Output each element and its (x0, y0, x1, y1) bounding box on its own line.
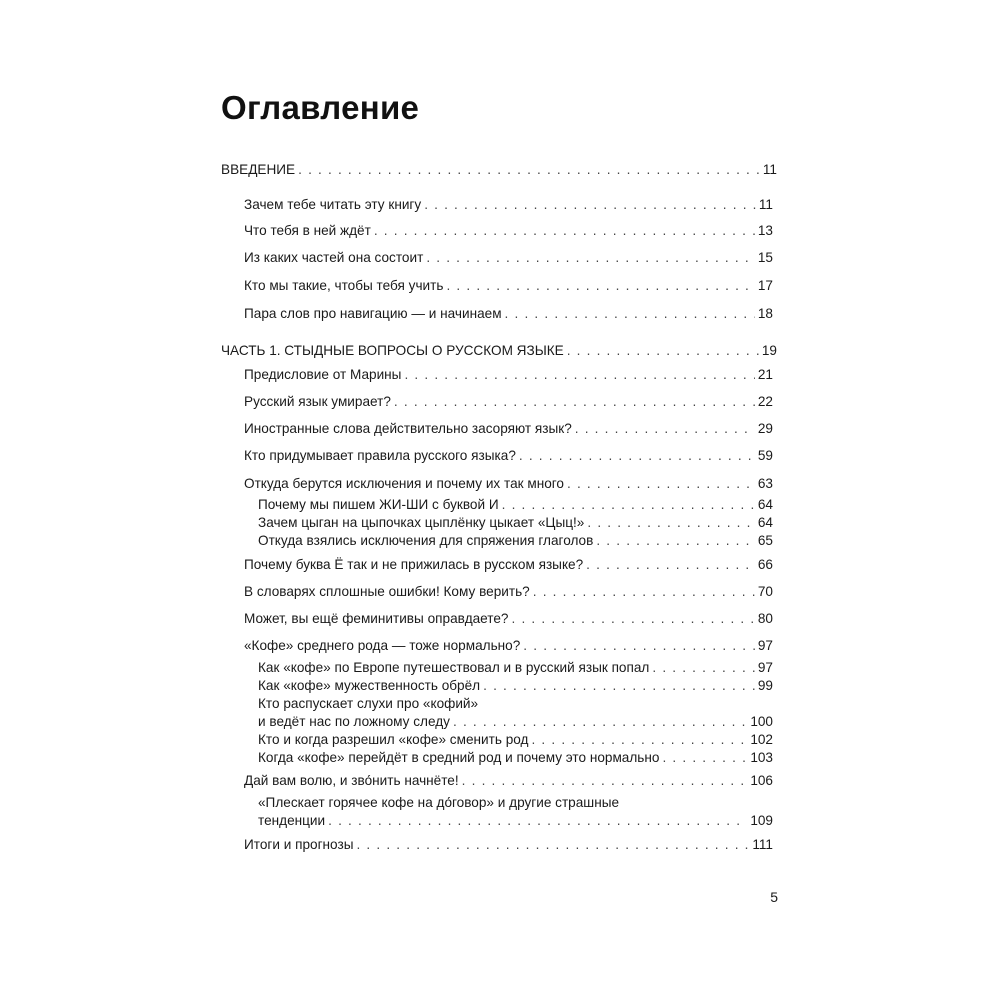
toc-entry-page: 18 (757, 306, 773, 321)
toc-entry[interactable] (244, 196, 773, 214)
leader-dots (567, 342, 759, 360)
toc-entry-page: 70 (757, 584, 773, 599)
leader-dots (483, 677, 755, 695)
toc-entry-title: Как «кофе» по Европе путешествовал и в русский язык попал (258, 660, 650, 675)
toc-entry-page: 80 (757, 611, 773, 626)
leader-dots (502, 496, 755, 514)
toc-entry-page: 102 (750, 732, 773, 747)
toc-entry-title: Почему буква Ё так и не прижилась в русском языке? (244, 557, 584, 572)
toc-entry-page: 103 (750, 750, 773, 765)
toc-entry-title: Предисловие от Марины (244, 367, 402, 382)
toc-entry-page: 66 (757, 557, 773, 572)
leader-dots (394, 393, 755, 411)
leader-dots (586, 556, 755, 574)
toc-entry-page: 97 (757, 660, 773, 675)
toc-entry-title: Может, вы ещё феминитивы оправдаете? (244, 611, 509, 626)
toc-entry-page: 17 (757, 278, 773, 293)
toc-entry-page: 64 (757, 515, 773, 530)
toc-subentry[interactable] (258, 677, 773, 695)
toc-subentry[interactable] (258, 731, 773, 749)
toc-entry-page: 15 (757, 250, 773, 265)
leader-dots (575, 420, 755, 438)
toc-entry[interactable] (244, 556, 773, 574)
toc-subentry[interactable] (258, 514, 773, 532)
toc-entry-page: 13 (757, 223, 773, 238)
toc-entry-title: Из каких частей она состоит (244, 250, 424, 265)
toc-entry-title: Зачем цыган на цыпочках цыплёнку цыкает «Цыц!» (258, 515, 585, 530)
toc-entry-page: 29 (757, 421, 773, 436)
leader-dots (505, 305, 755, 323)
toc-entry[interactable] (244, 393, 773, 411)
toc-entry-page: 106 (750, 773, 773, 788)
toc-entry-title: Откуда берутся исключения и почему их так много (244, 476, 564, 491)
leader-dots (374, 222, 755, 240)
toc-entry-page: 59 (757, 448, 773, 463)
toc-entry-title: «Кофе» среднего рода — тоже нормально? (244, 638, 521, 653)
toc-entry-title: Итоги и прогнозы (244, 837, 354, 852)
toc-entry[interactable] (221, 342, 777, 360)
toc-entry-page: 64 (757, 497, 773, 512)
toc-subentry-line1[interactable]: «Плескает горячее кофе на до́говор» и другие страшные (258, 795, 620, 810)
toc-entry-title: ЧАСТЬ 1. СТЫДНЫЕ ВОПРОСЫ О РУССКОМ ЯЗЫКЕ (221, 343, 564, 358)
leader-dots (662, 749, 747, 767)
toc-entry-title: и ведёт нас по ложному следу (258, 714, 450, 729)
toc-entry[interactable] (244, 637, 773, 655)
toc-entry-title: Пара слов про навигацию — и начинаем (244, 306, 502, 321)
leader-dots (596, 532, 755, 550)
leader-dots (519, 447, 755, 465)
leader-dots (531, 731, 747, 749)
toc-entry[interactable] (244, 277, 773, 295)
toc-subentry[interactable] (258, 496, 773, 514)
leader-dots (298, 161, 760, 179)
leader-dots (404, 366, 754, 384)
toc-entry-title: Дай вам волю, и зво́нить начнёте! (244, 773, 459, 788)
leader-dots (652, 659, 755, 677)
toc-entry-title: Кто и когда разрешил «кофе» сменить род (258, 732, 529, 747)
toc-entry[interactable] (244, 249, 773, 267)
toc-entry[interactable] (244, 305, 773, 323)
leader-dots (426, 249, 755, 267)
toc-subentry[interactable] (258, 532, 773, 550)
toc-entry-title: Когда «кофе» перейдёт в средний род и почему это нормально (258, 750, 660, 765)
toc-entry[interactable] (244, 610, 773, 628)
toc-entry-title: Иностранные слова действительно засоряют язык? (244, 421, 572, 436)
toc-entry[interactable] (244, 447, 773, 465)
toc-subentry[interactable] (258, 749, 773, 767)
toc-entry[interactable] (244, 366, 773, 384)
toc-entry-title: Откуда взялись исключения для спряжения глаголов (258, 533, 594, 548)
toc-entry-page: 21 (757, 367, 773, 382)
toc-entry[interactable] (244, 583, 773, 601)
toc-entry-title: Что тебя в ней ждёт (244, 223, 371, 238)
toc-subentry-line1[interactable]: Кто распускает слухи про «кофий» (258, 696, 479, 711)
leader-dots (533, 583, 755, 601)
leader-dots (328, 812, 747, 830)
leader-dots (523, 637, 755, 655)
toc-entry-page: 19 (761, 343, 777, 358)
leader-dots (453, 713, 747, 731)
toc-entry-page: 11 (758, 197, 773, 212)
toc-entry-title: тенденции (258, 813, 326, 828)
toc-entry-page: 100 (750, 714, 773, 729)
toc-entry[interactable] (244, 772, 773, 790)
toc-entry-page: 63 (757, 476, 773, 491)
toc-entry-title: Кто придумывает правила русского языка? (244, 448, 516, 463)
leader-dots (567, 475, 755, 493)
toc-subentry[interactable] (258, 812, 773, 830)
toc-entry-title: Русский язык умирает? (244, 394, 391, 409)
leader-dots (462, 772, 748, 790)
toc-entry[interactable] (244, 836, 773, 854)
toc-entry-title: Почему мы пишем ЖИ-ШИ с буквой И (258, 497, 499, 512)
page-title: Оглавление (221, 89, 420, 126)
toc-entry-page: 111 (752, 837, 773, 852)
toc-entry[interactable] (244, 222, 773, 240)
toc-entry[interactable] (244, 475, 773, 493)
leader-dots (424, 196, 756, 214)
toc-entry-page: 97 (757, 638, 773, 653)
toc-subentry[interactable] (258, 659, 773, 677)
toc-entry-page: 99 (757, 678, 773, 693)
toc-entry-page: 22 (757, 394, 773, 409)
toc-entry-title: Как «кофе» мужественность обрёл (258, 678, 481, 693)
toc-entry-title: В словарях сплошные ошибки! Кому верить? (244, 584, 530, 599)
toc-entry-title: Кто мы такие, чтобы тебя учить (244, 278, 444, 293)
toc-entry-title: ВВЕДЕНИЕ (221, 162, 296, 177)
toc-entry[interactable] (244, 420, 773, 438)
leader-dots (446, 277, 754, 295)
toc-entry-page: 65 (757, 533, 773, 548)
toc-entry-title: Зачем тебе читать эту книгу (244, 197, 422, 212)
leader-dots (356, 836, 749, 854)
toc-subentry[interactable] (258, 713, 773, 731)
toc-entry-page: 11 (762, 162, 777, 177)
toc-entry-page: 109 (750, 813, 773, 828)
toc-entry[interactable] (221, 161, 777, 179)
page-number: 5 (770, 889, 778, 905)
leader-dots (587, 514, 755, 532)
leader-dots (512, 610, 755, 628)
